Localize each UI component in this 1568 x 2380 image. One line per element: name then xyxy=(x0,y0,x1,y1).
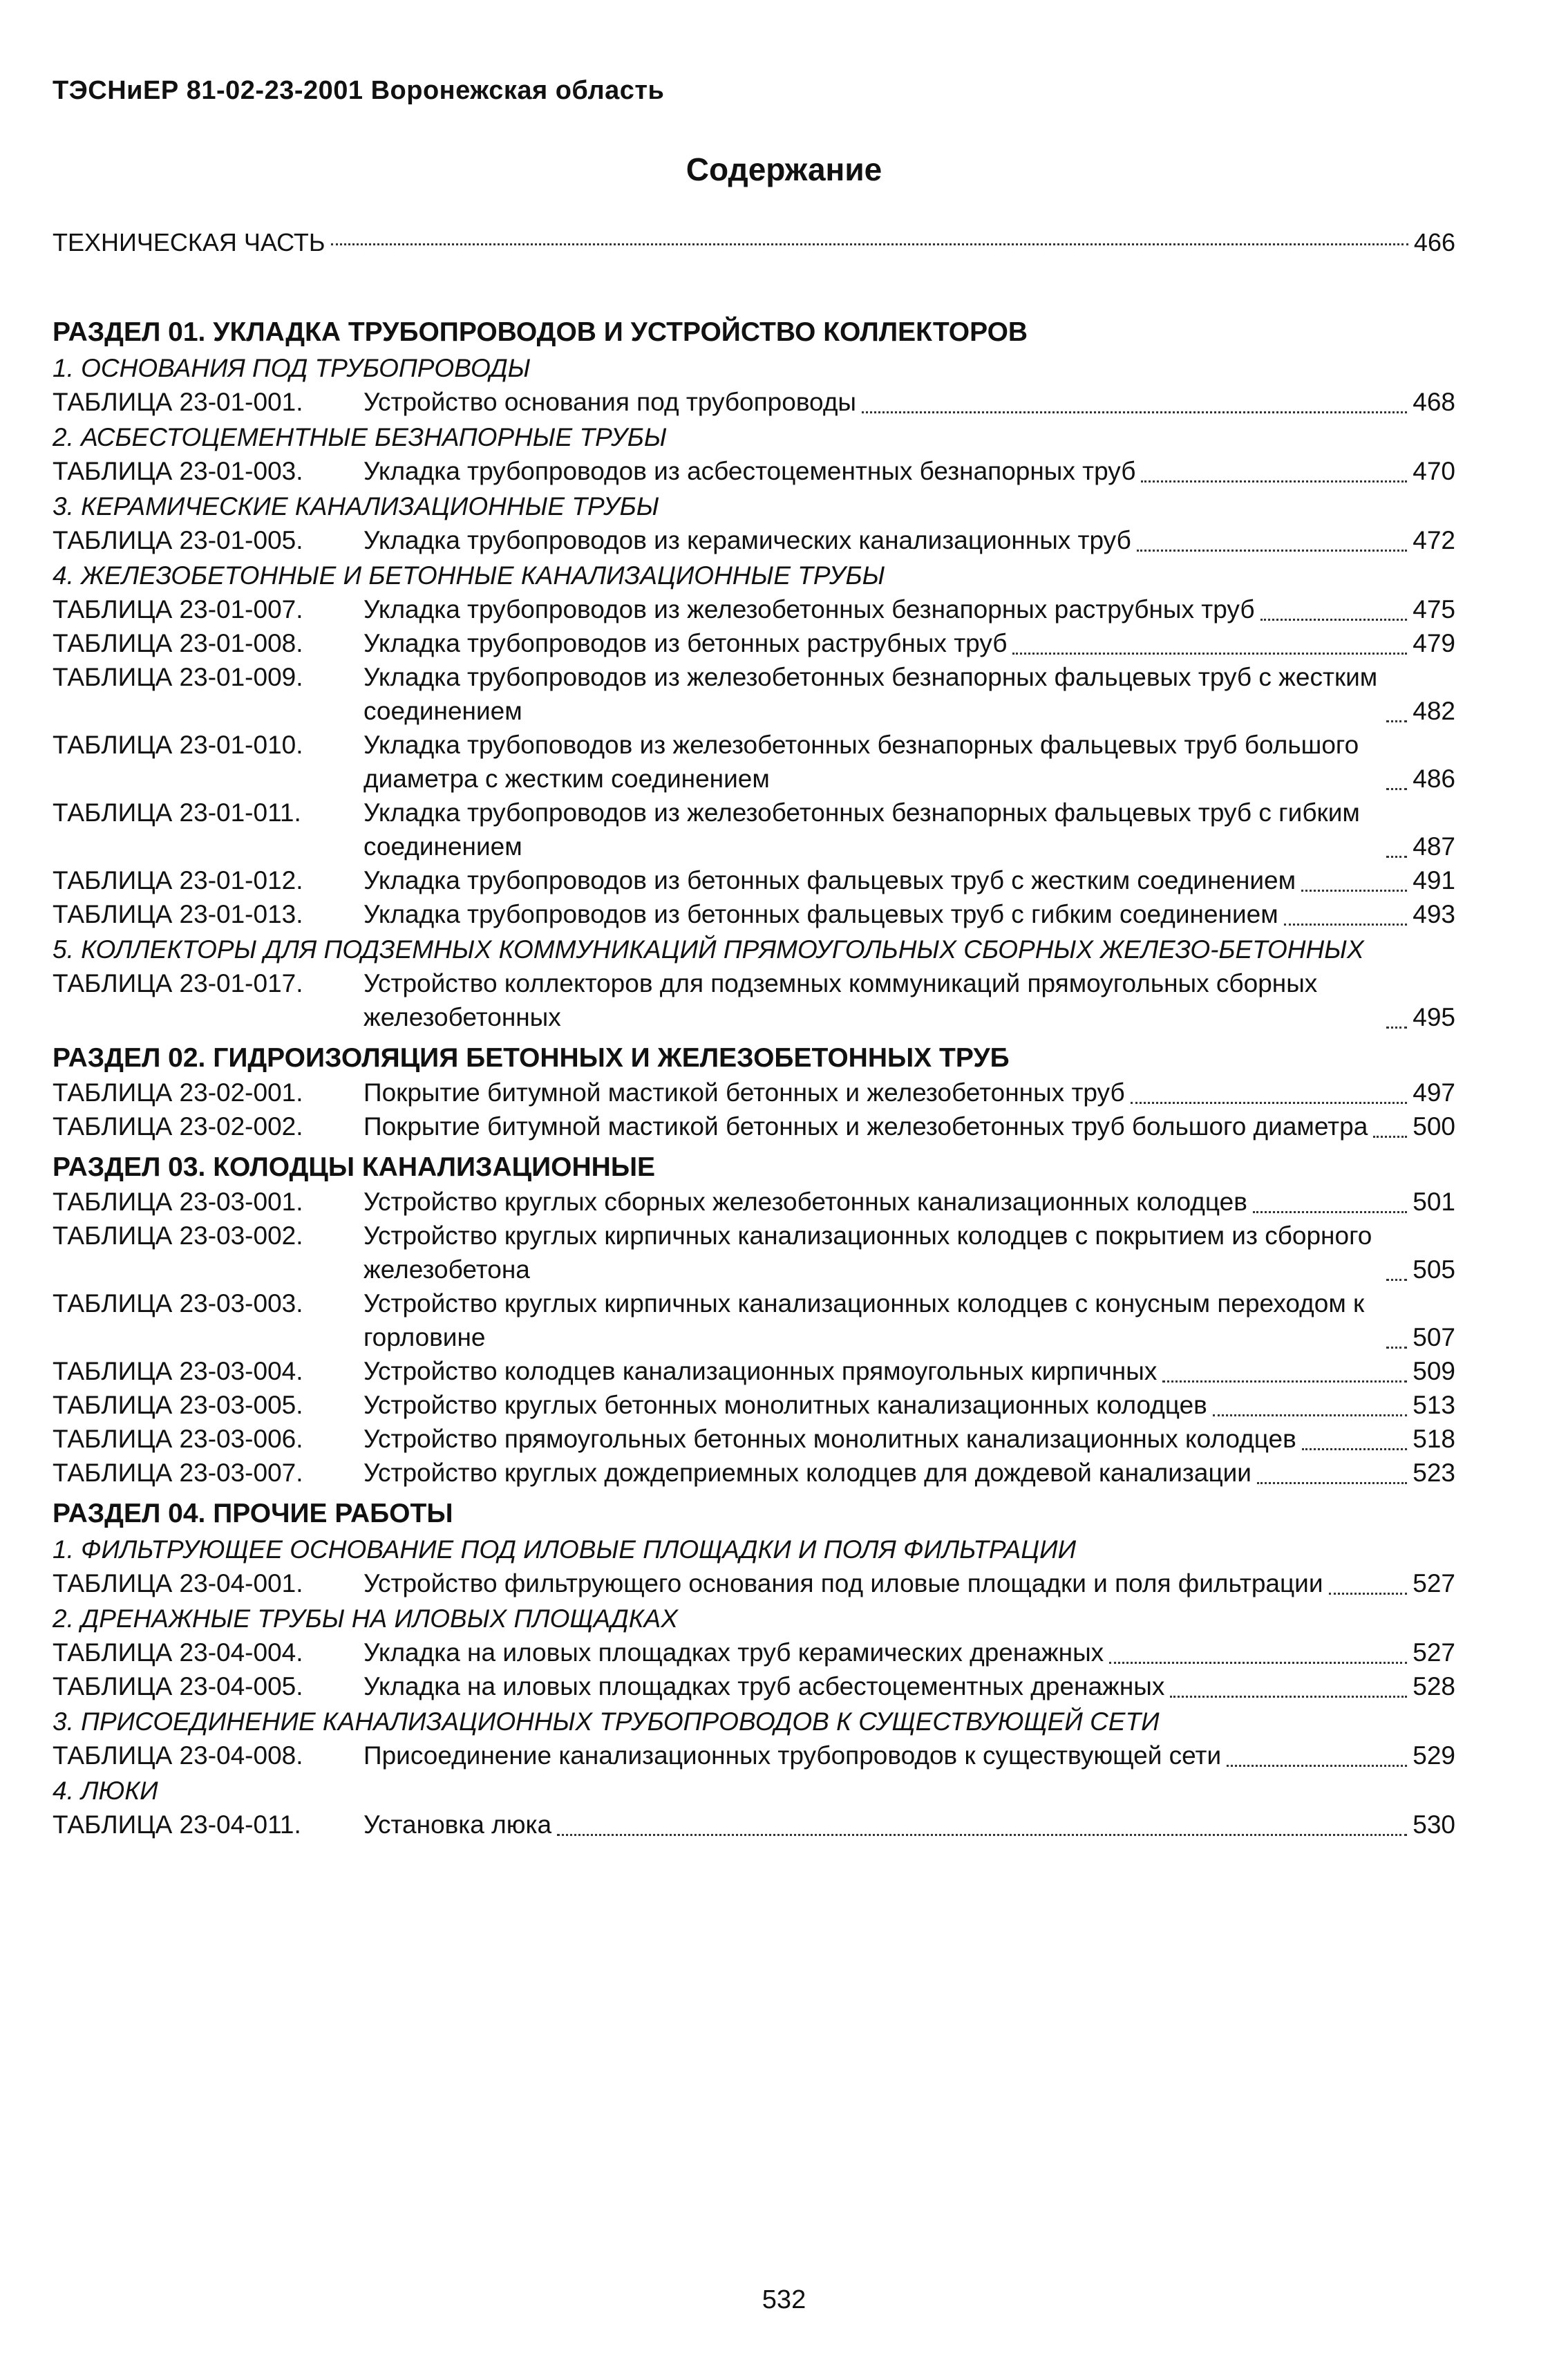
page-number: 532 xyxy=(762,2285,806,2314)
entry-body xyxy=(363,1669,1455,1703)
leader-dots xyxy=(1227,1765,1407,1767)
entry-page: 530 xyxy=(1413,1810,1455,1839)
entry-page: 495 xyxy=(1413,1003,1455,1031)
toc-entry xyxy=(53,1669,1455,1703)
entry-text: Устройство круглых сборных железобетонных канализационных колодцев xyxy=(363,1188,1247,1216)
table-code: ТАБЛИЦА 23-01-013. xyxy=(53,900,303,928)
intro-label: ТЕХНИЧЕСКАЯ ЧАСТЬ xyxy=(53,228,325,256)
leader-dots xyxy=(1386,856,1407,858)
entry-body xyxy=(363,1076,1455,1109)
entry-text: Устройство колодцев канализационных прямоугольных кирпичных xyxy=(363,1357,1158,1385)
entry-text: Устройство круглых кирпичных канализационных колодцев с конусным переходом к горловине xyxy=(363,1289,1365,1351)
leader-dots xyxy=(1162,1380,1407,1383)
entry-text: Присоединение канализационных трубопроводов к существующей сети xyxy=(363,1741,1222,1770)
toc-entry xyxy=(53,1076,1455,1109)
entry-page: 468 xyxy=(1413,388,1455,416)
leader-dots xyxy=(1386,1279,1407,1281)
toc-entry xyxy=(53,1109,1455,1143)
entry-text: Устройство коллекторов для подземных коммуникаций прямоугольных сборных железобетонных xyxy=(363,969,1318,1031)
entry-text: Укладка трубопроводов из керамических канализационных труб xyxy=(363,526,1131,554)
entry-text: Устройство основания под трубопроводы xyxy=(363,388,857,416)
table-code: ТАБЛИЦА 23-01-009. xyxy=(53,663,303,691)
toc-entry xyxy=(53,796,1455,863)
entry-page: 486 xyxy=(1413,765,1455,793)
toc-entry xyxy=(53,660,1455,728)
toc-entry xyxy=(53,592,1455,626)
toc-entry xyxy=(53,1808,1455,1842)
subsection-title: 4. ЛЮКИ xyxy=(53,1777,158,1805)
leader-dots xyxy=(1386,1347,1407,1349)
entry-page: 472 xyxy=(1413,526,1455,554)
table-code: ТАБЛИЦА 23-01-003. xyxy=(53,457,303,485)
table-code: ТАБЛИЦА 23-01-011. xyxy=(53,798,301,827)
table-code: ТАБЛИЦА 23-03-001. xyxy=(53,1188,303,1216)
toc-entry xyxy=(53,1388,1455,1422)
entry-body xyxy=(363,1354,1455,1388)
entry-page: 518 xyxy=(1413,1425,1455,1453)
subsection-title: 4. ЖЕЛЕЗОБЕТОННЫЕ И БЕТОННЫЕ КАНАЛИЗАЦИОННЫЕ ТРУБЫ xyxy=(53,561,885,590)
toc-entry xyxy=(53,1739,1455,1772)
subsection-title: 2. ДРЕНАЖНЫЕ ТРУБЫ НА ИЛОВЫХ ПЛОЩАДКАХ xyxy=(53,1604,678,1633)
toc-entry xyxy=(53,523,1455,557)
entry-page: 500 xyxy=(1413,1112,1455,1141)
entry-page: 527 xyxy=(1413,1569,1455,1597)
entry-text: Укладка трубоповодов из железобетонных безнапорных фальцевых труб большого диаметра с жестким соединением xyxy=(363,731,1359,793)
entry-text: Покрытие битумной мастикой бетонных и железобетонных труб большого диаметра xyxy=(363,1112,1368,1141)
leader-dots xyxy=(331,243,1408,245)
leader-dots xyxy=(1213,1414,1407,1416)
leader-dots xyxy=(1131,1102,1408,1104)
table-code: ТАБЛИЦА 23-04-008. xyxy=(53,1741,303,1770)
table-code: ТАБЛИЦА 23-01-012. xyxy=(53,866,303,894)
page-title: Содержание xyxy=(686,151,882,187)
entry-text: Устройство круглых дождеприемных колодцев для дождевой канализации xyxy=(363,1459,1251,1487)
leader-dots xyxy=(1260,619,1408,621)
toc-intro-row xyxy=(53,228,1455,257)
entry-text: Укладка трубопроводов из железобетонных безнапорных фальцевых труб с гибким соединением xyxy=(363,798,1360,861)
entry-page: 509 xyxy=(1413,1357,1455,1385)
entry-text: Устройство прямоугольных бетонных монолитных канализационных колодцев xyxy=(363,1425,1296,1453)
entry-text: Покрытие битумной мастикой бетонных и железобетонных труб xyxy=(363,1078,1125,1107)
entry-page: 528 xyxy=(1413,1672,1455,1700)
subsection-title: 1. ФИЛЬТРУЮЩЕЕ ОСНОВАНИЕ ПОД ИЛОВЫЕ ПЛОЩАДКИ И ПОЛЯ ФИЛЬТРАЦИИ xyxy=(53,1535,1077,1564)
leader-dots xyxy=(1257,1482,1407,1484)
entry-page: 493 xyxy=(1413,900,1455,928)
entry-body xyxy=(363,1185,1455,1219)
entry-page: 491 xyxy=(1413,866,1455,894)
toc-entry xyxy=(53,728,1455,796)
entry-body xyxy=(363,626,1455,660)
entry-body xyxy=(363,660,1455,728)
leader-dots xyxy=(1253,1211,1407,1213)
leader-dots xyxy=(557,1834,1407,1836)
leader-dots xyxy=(862,411,1407,413)
table-code: ТАБЛИЦА 23-01-005. xyxy=(53,526,303,554)
table-code: ТАБЛИЦА 23-04-005. xyxy=(53,1672,303,1700)
entry-page: 513 xyxy=(1413,1391,1455,1419)
entry-text: Укладка трубопроводов из асбестоцементных безнапорных труб xyxy=(363,457,1136,485)
leader-dots xyxy=(1329,1593,1408,1595)
toc-entry xyxy=(53,863,1455,897)
entry-body xyxy=(363,1109,1455,1143)
entry-body xyxy=(363,966,1455,1034)
entry-body xyxy=(363,454,1455,488)
leader-dots xyxy=(1373,1136,1407,1138)
table-code: ТАБЛИЦА 23-04-001. xyxy=(53,1569,303,1597)
section-title: РАЗДЕЛ 02. ГИДРОИЗОЛЯЦИЯ БЕТОННЫХ И ЖЕЛЕЗОБЕТОННЫХ ТРУБ xyxy=(53,1043,1010,1073)
entry-body xyxy=(363,1566,1455,1600)
section-title: РАЗДЕЛ 03. КОЛОДЦЫ КАНАЛИЗАЦИОННЫЕ xyxy=(53,1152,656,1182)
table-code: ТАБЛИЦА 23-02-001. xyxy=(53,1078,303,1107)
toc-entry xyxy=(53,966,1455,1034)
leader-dots xyxy=(1141,480,1407,482)
entry-text: Укладка трубопроводов из железобетонных безнапорных фальцевых труб с жестким соединением xyxy=(363,663,1378,725)
section-title: РАЗДЕЛ 01. УКЛАДКА ТРУБОПРОВОДОВ И УСТРОЙСТВО КОЛЛЕКТОРОВ xyxy=(53,317,1028,347)
toc-entry xyxy=(53,897,1455,931)
toc-entry xyxy=(53,1422,1455,1456)
toc-entry xyxy=(53,454,1455,488)
toc-entry xyxy=(53,1354,1455,1388)
entry-text: Устройство круглых бетонных монолитных канализационных колодцев xyxy=(363,1391,1207,1419)
leader-dots xyxy=(1386,788,1407,790)
leader-dots xyxy=(1284,924,1408,926)
table-code: ТАБЛИЦА 23-03-007. xyxy=(53,1459,303,1487)
entry-body xyxy=(363,592,1455,626)
leader-dots xyxy=(1301,890,1407,892)
table-code: ТАБЛИЦА 23-01-010. xyxy=(53,731,303,759)
entry-page: 470 xyxy=(1413,457,1455,485)
entry-text: Укладка на иловых площадках труб керамических дренажных xyxy=(363,1638,1104,1667)
table-code: ТАБЛИЦА 23-01-007. xyxy=(53,595,303,624)
entry-body xyxy=(363,863,1455,897)
document-header: ТЭСНиЕР 81-02-23-2001 Воронежская область xyxy=(53,76,665,105)
table-code: ТАБЛИЦА 23-04-004. xyxy=(53,1638,303,1667)
toc-entry xyxy=(53,1219,1455,1286)
table-code: ТАБЛИЦА 23-01-017. xyxy=(53,969,303,997)
table-code: ТАБЛИЦА 23-02-002. xyxy=(53,1112,303,1141)
table-code: ТАБЛИЦА 23-03-006. xyxy=(53,1425,303,1453)
leader-dots xyxy=(1302,1448,1407,1450)
entry-body xyxy=(363,1422,1455,1456)
section-title: РАЗДЕЛ 04. ПРОЧИЕ РАБОТЫ xyxy=(53,1499,453,1528)
entry-page: 527 xyxy=(1413,1638,1455,1667)
entry-text: Укладка трубопроводов из бетонных фальцевых труб с гибким соединением xyxy=(363,900,1278,928)
toc-entry xyxy=(53,1636,1455,1669)
entry-text: Укладка трубопроводов из бетонных фальцевых труб с жестким соединением xyxy=(363,866,1296,894)
toc-entry xyxy=(53,1456,1455,1490)
entry-body xyxy=(363,728,1455,796)
table-code: ТАБЛИЦА 23-03-004. xyxy=(53,1357,303,1385)
entry-page: 479 xyxy=(1413,629,1455,657)
entry-page: 487 xyxy=(1413,832,1455,861)
entry-page: 501 xyxy=(1413,1188,1455,1216)
entry-page: 507 xyxy=(1413,1323,1455,1351)
table-code: ТАБЛИЦА 23-03-005. xyxy=(53,1391,303,1419)
leader-dots xyxy=(1170,1696,1407,1698)
toc-entry xyxy=(53,626,1455,660)
entry-body xyxy=(363,1808,1455,1842)
table-code: ТАБЛИЦА 23-01-008. xyxy=(53,629,303,657)
toc-sections xyxy=(53,315,1455,1842)
entry-text: Устройство фильтрующего основания под иловые площадки и поля фильтрации xyxy=(363,1569,1323,1597)
entry-page: 505 xyxy=(1413,1255,1455,1284)
entry-text: Устройство круглых кирпичных канализационных колодцев с покрытием из сборного железобетона xyxy=(363,1221,1372,1284)
leader-dots xyxy=(1012,653,1407,655)
entry-text: Укладка трубопроводов из бетонных раструбных труб xyxy=(363,629,1008,657)
leader-dots xyxy=(1386,1027,1407,1029)
entry-body xyxy=(363,1219,1455,1286)
entry-body xyxy=(363,1636,1455,1669)
entry-page: 475 xyxy=(1413,595,1455,624)
entry-text: Укладка на иловых площадках труб асбестоцементных дренажных xyxy=(363,1672,1165,1700)
entry-body xyxy=(363,1388,1455,1422)
toc-entry xyxy=(53,1185,1455,1219)
leader-dots xyxy=(1137,550,1407,552)
entry-body xyxy=(363,796,1455,863)
leader-dots xyxy=(1386,720,1407,722)
intro-page: 466 xyxy=(1413,228,1455,256)
table-of-contents xyxy=(53,228,1455,1842)
leader-dots xyxy=(1109,1662,1407,1664)
entry-text: Укладка трубопроводов из железобетонных безнапорных раструбных труб xyxy=(363,595,1255,624)
subsection-title: 1. ОСНОВАНИЯ ПОД ТРУБОПРОВОДЫ xyxy=(53,354,531,382)
entry-body xyxy=(363,385,1455,419)
entry-body xyxy=(363,523,1455,557)
entry-page: 482 xyxy=(1413,697,1455,725)
entry-body xyxy=(363,897,1455,931)
entry-body xyxy=(363,1456,1455,1490)
subsection-title: 3. КЕРАМИЧЕСКИЕ КАНАЛИЗАЦИОННЫЕ ТРУБЫ xyxy=(53,492,659,521)
subsection-title: 3. ПРИСОЕДИНЕНИЕ КАНАЛИЗАЦИОННЫХ ТРУБОПРОВОДОВ К СУЩЕСТВУЮЩЕЙ СЕТИ xyxy=(53,1707,1160,1736)
toc-entry xyxy=(53,385,1455,419)
subsection-title: 2. АСБЕСТОЦЕМЕНТНЫЕ БЕЗНАПОРНЫЕ ТРУБЫ xyxy=(53,423,667,451)
entry-text: Установка люка xyxy=(363,1810,552,1839)
table-code: ТАБЛИЦА 23-01-001. xyxy=(53,388,303,416)
entry-page: 529 xyxy=(1413,1741,1455,1770)
table-code: ТАБЛИЦА 23-03-002. xyxy=(53,1221,303,1250)
table-code: ТАБЛИЦА 23-03-003. xyxy=(53,1289,303,1318)
entry-page: 523 xyxy=(1413,1459,1455,1487)
toc-entry xyxy=(53,1566,1455,1600)
entry-page: 497 xyxy=(1413,1078,1455,1107)
entry-body xyxy=(363,1739,1455,1772)
table-code: ТАБЛИЦА 23-04-011. xyxy=(53,1810,301,1839)
subsection-title: 5. КОЛЛЕКТОРЫ ДЛЯ ПОДЗЕМНЫХ КОММУНИКАЦИЙ ПРЯМОУГОЛЬНЫХ СБОРНЫХ ЖЕЛЕЗО-БЕТОННЫХ xyxy=(53,935,1364,964)
entry-body xyxy=(363,1286,1455,1354)
toc-entry xyxy=(53,1286,1455,1354)
